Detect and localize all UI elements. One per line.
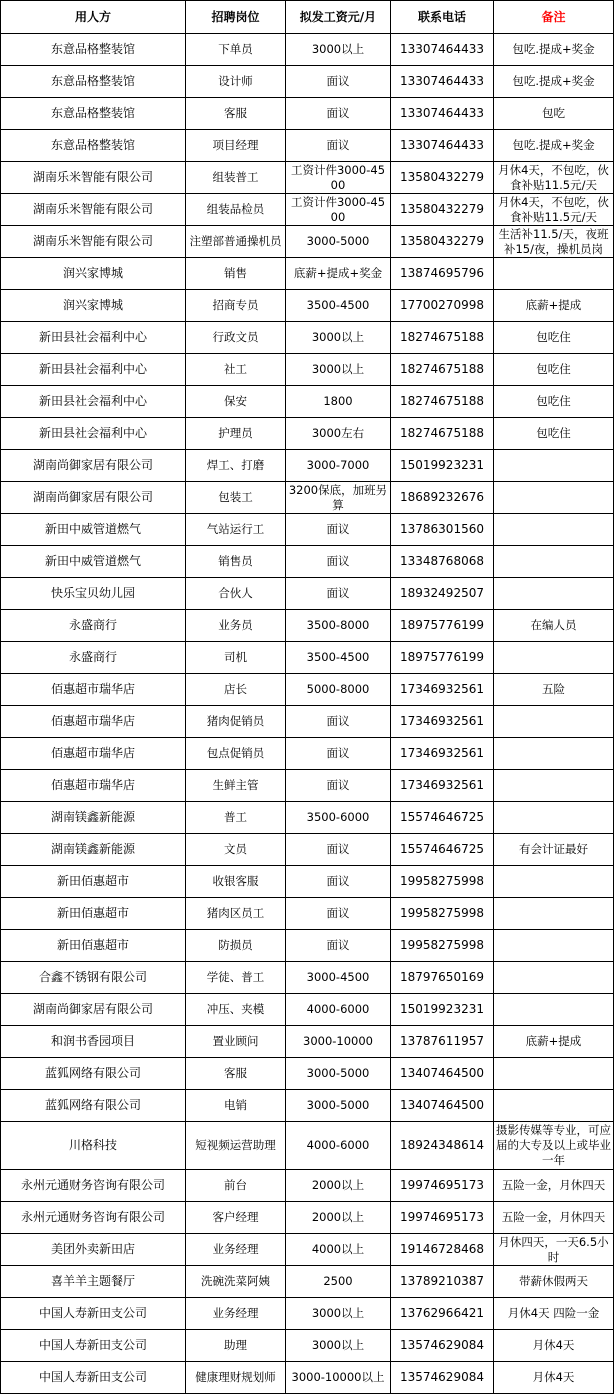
header-phone: 联系电话 [391,1,494,34]
cell-note [494,258,614,290]
cell-note: 月休4天 [494,1362,614,1394]
cell-salary: 面议 [286,834,391,866]
cell-note [494,962,614,994]
cell-employer: 新田县社会福利中心 [1,418,186,450]
cell-position: 护理员 [186,418,286,450]
cell-note: 包吃.提成+奖金 [494,130,614,162]
table-row [1,1026,614,1058]
table-row [1,642,614,674]
cell-note [494,866,614,898]
cell-note: 月休四天，一天6.5小时 [494,1234,614,1266]
cell-salary: 面议 [286,770,391,802]
cell-salary: 面议 [286,578,391,610]
table-row [1,162,614,194]
cell-phone: 15574646725 [391,834,494,866]
cell-note [494,482,614,514]
cell-phone: 18932492507 [391,578,494,610]
cell-note: 月休4天 [494,1330,614,1362]
table-row [1,354,614,386]
cell-salary: 面议 [286,66,391,98]
table-row [1,482,614,514]
cell-phone: 18797650169 [391,962,494,994]
table-row [1,1058,614,1090]
cell-salary: 面议 [286,898,391,930]
cell-note: 包吃住 [494,418,614,450]
cell-position: 客服 [186,1058,286,1090]
cell-employer: 佰惠超市瑞华店 [1,738,186,770]
cell-note [494,802,614,834]
table-row [1,834,614,866]
cell-phone: 19974695173 [391,1202,494,1234]
table-row [1,962,614,994]
cell-phone: 13580432279 [391,226,494,258]
cell-salary: 工资计件3000-4500 [286,194,391,226]
cell-employer: 合鑫不锈钢有限公司 [1,962,186,994]
cell-salary: 4000-6000 [286,994,391,1026]
header-note: 备注 [494,1,614,34]
table-row [1,930,614,962]
cell-salary: 3000-7000 [286,450,391,482]
cell-position: 行政文员 [186,322,286,354]
cell-salary: 面议 [286,130,391,162]
cell-phone: 13574629084 [391,1362,494,1394]
cell-employer: 润兴家博城 [1,290,186,322]
table-row [1,1202,614,1234]
cell-salary: 工资计件3000-4500 [286,162,391,194]
table-row [1,770,614,802]
cell-employer: 喜羊羊主题餐厅 [1,1266,186,1298]
cell-note [494,770,614,802]
cell-note [494,578,614,610]
cell-position: 置业顾问 [186,1026,286,1058]
table-row [1,1090,614,1122]
header-position: 招聘岗位 [186,1,286,34]
cell-employer: 永盛商行 [1,610,186,642]
cell-note: 月休4天，不包吃，伙食补贴11.5元/天 [494,194,614,226]
cell-position: 合伙人 [186,578,286,610]
cell-salary: 3500-4500 [286,642,391,674]
table-row [1,674,614,706]
cell-phone: 18274675188 [391,354,494,386]
cell-note [494,994,614,1026]
cell-note: 五险一金，月休四天 [494,1170,614,1202]
cell-salary: 1800 [286,386,391,418]
table-row [1,1330,614,1362]
table-row [1,546,614,578]
cell-note [494,898,614,930]
cell-employer: 新田佰惠超市 [1,866,186,898]
cell-note: 摄影传媒等专业，可应届的大专及以上或毕业一年 [494,1122,614,1170]
cell-position: 业务经理 [186,1234,286,1266]
cell-position: 猪肉区员工 [186,898,286,930]
table-row [1,1234,614,1266]
table-row [1,290,614,322]
cell-phone: 13307464433 [391,130,494,162]
cell-salary: 3000-10000以上 [286,1362,391,1394]
cell-employer: 佰惠超市瑞华店 [1,770,186,802]
cell-note: 包吃住 [494,322,614,354]
table-row [1,1170,614,1202]
cell-employer: 川格科技 [1,1122,186,1170]
cell-phone: 15574646725 [391,802,494,834]
cell-phone: 13348768068 [391,546,494,578]
cell-note [494,738,614,770]
cell-note: 包吃 [494,98,614,130]
cell-position: 前台 [186,1170,286,1202]
cell-position: 社工 [186,354,286,386]
table-row [1,802,614,834]
cell-note: 包吃.提成+奖金 [494,34,614,66]
table-row [1,866,614,898]
cell-note: 带薪休假两天 [494,1266,614,1298]
cell-salary: 面议 [286,706,391,738]
cell-salary: 4000-6000 [286,1122,391,1170]
cell-employer: 佰惠超市瑞华店 [1,674,186,706]
cell-position: 客户经理 [186,1202,286,1234]
table-row [1,898,614,930]
cell-position: 保安 [186,386,286,418]
cell-position: 学徒、普工 [186,962,286,994]
cell-employer: 中国人寿新田支公司 [1,1362,186,1394]
table-row [1,610,614,642]
table-row [1,738,614,770]
cell-phone: 13307464433 [391,34,494,66]
cell-salary: 3000-10000 [286,1026,391,1058]
table-row [1,386,614,418]
cell-position: 生鲜主管 [186,770,286,802]
cell-employer: 新田县社会福利中心 [1,354,186,386]
header-employer: 用人方 [1,1,186,34]
cell-note: 五险 [494,674,614,706]
cell-phone: 13307464433 [391,66,494,98]
cell-employer: 新田中威管道燃气 [1,514,186,546]
cell-note [494,706,614,738]
cell-salary: 面议 [286,866,391,898]
cell-salary: 3000左右 [286,418,391,450]
cell-phone: 19958275998 [391,898,494,930]
cell-salary: 面议 [286,930,391,962]
cell-phone: 13580432279 [391,162,494,194]
cell-employer: 美团外卖新田店 [1,1234,186,1266]
cell-employer: 新田县社会福利中心 [1,386,186,418]
cell-phone: 13789210387 [391,1266,494,1298]
cell-position: 客服 [186,98,286,130]
cell-employer: 永州元通财务咨询有限公司 [1,1170,186,1202]
cell-salary: 3000以上 [286,322,391,354]
cell-salary: 底薪+提成+奖金 [286,258,391,290]
cell-phone: 18924348614 [391,1122,494,1170]
cell-salary: 3000-5000 [286,226,391,258]
cell-note [494,450,614,482]
table-row [1,98,614,130]
cell-salary: 3500-8000 [286,610,391,642]
cell-phone: 17346932561 [391,770,494,802]
cell-salary: 3000以上 [286,354,391,386]
cell-employer: 蓝狐网络有限公司 [1,1058,186,1090]
cell-employer: 湖南尚御家居有限公司 [1,482,186,514]
cell-phone: 19958275998 [391,866,494,898]
cell-position: 文员 [186,834,286,866]
cell-employer: 新田佰惠超市 [1,898,186,930]
header-salary: 拟发工资元/月 [286,1,391,34]
cell-note [494,642,614,674]
cell-employer: 东意品格整装馆 [1,34,186,66]
table-row [1,66,614,98]
cell-employer: 新田中威管道燃气 [1,546,186,578]
cell-salary: 3000以上 [286,1330,391,1362]
cell-position: 注塑部普通操机员 [186,226,286,258]
table-row [1,418,614,450]
cell-position: 健康理财规划师 [186,1362,286,1394]
cell-note: 月休4天，不包吃，伙食补贴11.5元/天 [494,162,614,194]
table-row [1,34,614,66]
table-row [1,258,614,290]
cell-note: 五险一金，月休四天 [494,1202,614,1234]
cell-phone: 13574629084 [391,1330,494,1362]
cell-phone: 13407464500 [391,1058,494,1090]
cell-note: 有会计证最好 [494,834,614,866]
cell-position: 包装工 [186,482,286,514]
cell-employer: 湖南镁鑫新能源 [1,834,186,866]
cell-salary: 3000以上 [286,34,391,66]
cell-position: 项目经理 [186,130,286,162]
cell-employer: 蓝狐网络有限公司 [1,1090,186,1122]
cell-phone: 18274675188 [391,322,494,354]
table-row [1,1266,614,1298]
cell-note [494,930,614,962]
cell-note [494,1090,614,1122]
cell-position: 销售 [186,258,286,290]
cell-phone: 19146728468 [391,1234,494,1266]
cell-salary: 4000以上 [286,1234,391,1266]
cell-position: 助理 [186,1330,286,1362]
cell-position: 猪肉促销员 [186,706,286,738]
cell-phone: 13762966421 [391,1298,494,1330]
cell-note: 底薪+提成 [494,1026,614,1058]
cell-employer: 永盛商行 [1,642,186,674]
cell-phone: 13874695796 [391,258,494,290]
cell-employer: 湖南尚御家居有限公司 [1,994,186,1026]
cell-note [494,514,614,546]
cell-phone: 17346932561 [391,706,494,738]
cell-salary: 3000-5000 [286,1090,391,1122]
cell-note: 包吃.提成+奖金 [494,66,614,98]
cell-phone: 13787611957 [391,1026,494,1058]
cell-note: 在编人员 [494,610,614,642]
cell-salary: 面议 [286,546,391,578]
cell-employer: 润兴家博城 [1,258,186,290]
cell-position: 下单员 [186,34,286,66]
cell-phone: 18975776199 [391,642,494,674]
cell-salary: 2000以上 [286,1170,391,1202]
cell-salary: 5000-8000 [286,674,391,706]
cell-phone: 18975776199 [391,610,494,642]
cell-phone: 19958275998 [391,930,494,962]
cell-salary: 3500-6000 [286,802,391,834]
cell-position: 电销 [186,1090,286,1122]
cell-employer: 新田佰惠超市 [1,930,186,962]
cell-employer: 永州元通财务咨询有限公司 [1,1202,186,1234]
cell-note [494,546,614,578]
table-row [1,322,614,354]
cell-position: 店长 [186,674,286,706]
cell-position: 短视频运营助理 [186,1122,286,1170]
cell-phone: 15019923231 [391,994,494,1026]
table-row [1,1298,614,1330]
table-row [1,226,614,258]
cell-position: 洗碗洗菜阿姨 [186,1266,286,1298]
cell-note: 生活补11.5/天，夜班补15/夜，操机员岗 [494,226,614,258]
cell-position: 气站运行工 [186,514,286,546]
cell-note: 月休4天 四险一金 [494,1298,614,1330]
cell-position: 焊工、打磨 [186,450,286,482]
cell-salary: 2000以上 [286,1202,391,1234]
cell-employer: 东意品格整装馆 [1,98,186,130]
cell-salary: 2500 [286,1266,391,1298]
cell-position: 普工 [186,802,286,834]
cell-phone: 19974695173 [391,1170,494,1202]
cell-position: 包点促销员 [186,738,286,770]
cell-employer: 湖南乐米智能有限公司 [1,226,186,258]
table-row [1,706,614,738]
table-row [1,194,614,226]
cell-position: 销售员 [186,546,286,578]
cell-phone: 18689232676 [391,482,494,514]
table-row [1,1362,614,1394]
table-row [1,514,614,546]
cell-salary: 3000以上 [286,1298,391,1330]
cell-note [494,1058,614,1090]
cell-salary: 3000-5000 [286,1058,391,1090]
cell-phone: 13307464433 [391,98,494,130]
cell-employer: 中国人寿新田支公司 [1,1330,186,1362]
cell-phone: 15019923231 [391,450,494,482]
cell-employer: 新田县社会福利中心 [1,322,186,354]
cell-employer: 快乐宝贝幼儿园 [1,578,186,610]
cell-phone: 13786301560 [391,514,494,546]
cell-position: 业务经理 [186,1298,286,1330]
cell-note: 包吃住 [494,386,614,418]
cell-employer: 湖南镁鑫新能源 [1,802,186,834]
cell-phone: 13580432279 [391,194,494,226]
cell-position: 设计师 [186,66,286,98]
cell-employer: 佰惠超市瑞华店 [1,706,186,738]
cell-phone: 17700270998 [391,290,494,322]
cell-employer: 湖南乐米智能有限公司 [1,162,186,194]
cell-employer: 东意品格整装馆 [1,130,186,162]
cell-employer: 和润书香园项目 [1,1026,186,1058]
cell-employer: 中国人寿新田支公司 [1,1298,186,1330]
cell-position: 业务员 [186,610,286,642]
cell-salary: 面议 [286,738,391,770]
cell-employer: 湖南尚御家居有限公司 [1,450,186,482]
cell-phone: 18274675188 [391,418,494,450]
cell-note: 底薪+提成 [494,290,614,322]
cell-salary: 面议 [286,98,391,130]
cell-salary: 3200保底，加班另算 [286,482,391,514]
table-row [1,450,614,482]
header-row [1,1,614,34]
table-row [1,994,614,1026]
cell-salary: 3500-4500 [286,290,391,322]
cell-phone: 18274675188 [391,386,494,418]
table-row [1,130,614,162]
cell-phone: 13407464500 [391,1090,494,1122]
cell-position: 招商专员 [186,290,286,322]
cell-employer: 湖南乐米智能有限公司 [1,194,186,226]
table-row [1,1122,614,1170]
table-row [1,578,614,610]
cell-note: 包吃住 [494,354,614,386]
cell-salary: 3000-4500 [286,962,391,994]
cell-phone: 17346932561 [391,674,494,706]
cell-position: 组装普工 [186,162,286,194]
table-body [1,34,614,1394]
cell-position: 防损员 [186,930,286,962]
cell-phone: 17346932561 [391,738,494,770]
cell-position: 冲压、夹模 [186,994,286,1026]
cell-salary: 面议 [286,514,391,546]
cell-employer: 东意品格整装馆 [1,66,186,98]
cell-position: 收银客服 [186,866,286,898]
cell-position: 司机 [186,642,286,674]
cell-position: 组装品检员 [186,194,286,226]
